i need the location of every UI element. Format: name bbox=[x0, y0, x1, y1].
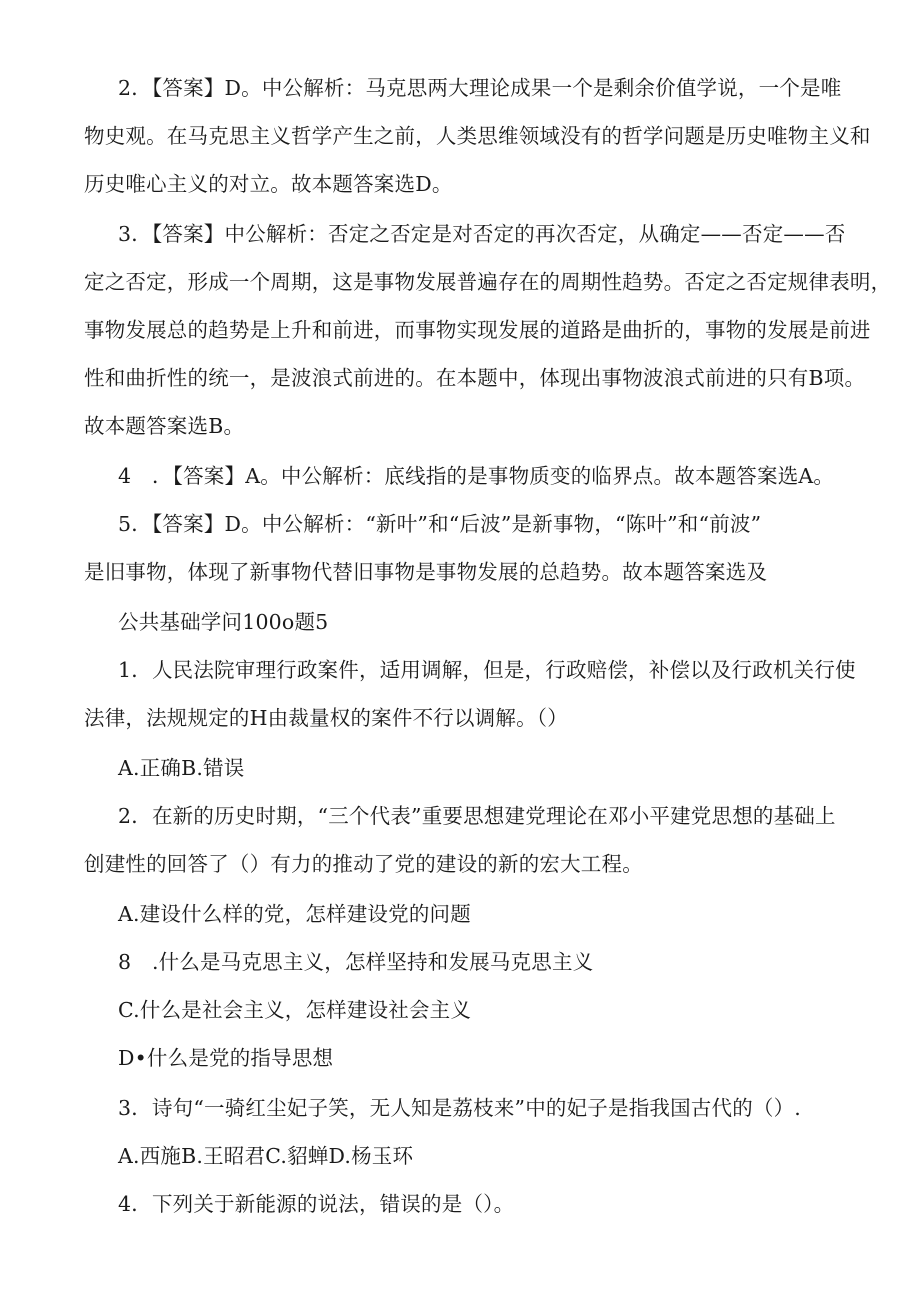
question-4-line-1: 4．下列关于新能源的说法，错误的是（）。 bbox=[118, 1192, 515, 1216]
question-1-line-2: 法律，法规规定的H由裁量权的案件不行以调解。（） bbox=[84, 706, 568, 730]
answer-2-line-2: 物史观。在马克思主义哲学产生之前，人类思维领域没有的哲学问题是历史唯物主义和 bbox=[84, 124, 871, 148]
question-1-options: A.正确B.错误 bbox=[118, 756, 245, 780]
answer-3-line-5: 故本题答案选B。 bbox=[84, 414, 245, 438]
question-3-line-1: 3．诗句“一骑红尘妃子笑，无人知是荔枝来”中的妃子是指我国古代的（）. bbox=[118, 1096, 802, 1120]
question-2-option-a: A.建设什么样的党，怎样建设党的问题 bbox=[118, 902, 471, 926]
answer-3-line-2: 定之否定，形成一个周期，这是事物发展普遍存在的周期性趋势。否定之否定规律表明， bbox=[84, 270, 892, 294]
answer-3-line-4: 性和曲折性的统一，是波浪式前进的。在本题中，体现出事物波浪式前进的只有B项。 bbox=[84, 366, 866, 390]
question-1-line-1: 1．人民法院审理行政案件，适用调解，但是，行政赔偿，补偿以及行政机关行使 bbox=[118, 658, 856, 682]
answer-3-line-1: 3．【答案】中公解析：否定之否定是对否定的再次否定，从确定——否定——否 bbox=[118, 222, 846, 246]
question-2-option-c: C.什么是社会主义，怎样建设社会主义 bbox=[118, 998, 472, 1022]
answer-2-line-1: 2．【答案】D。中公解析：马克思两大理论成果一个是剩余价值学说，一个是唯 bbox=[118, 76, 842, 100]
question-2-line-1: 2．在新的历史时期，“三个代表”重要思想建党理论在邓小平建党思想的基础上 bbox=[118, 804, 836, 828]
answer-4-line-1: 4 ．【答案】A。中公解析：底线指的是事物质变的临界点。故本题答案选A。 bbox=[118, 464, 835, 488]
question-2-option-b: 8 .什么是马克思主义，怎样坚持和发展马克思主义 bbox=[118, 950, 594, 974]
section-heading: 公共基础学问100o题5 bbox=[118, 610, 329, 634]
answer-5-line-1: 5．【答案】D。中公解析：“新叶”和“后波”是新事物，“陈叶”和“前波” bbox=[118, 512, 762, 536]
question-2-line-2: 创建性的回答了（）有力的推动了党的建设的新的宏大工程。 bbox=[84, 852, 643, 876]
answer-3-line-3: 事物发展总的趋势是上升和前进，而事物实现发展的道路是曲折的，事物的发展是前进 bbox=[84, 318, 871, 342]
answer-5-line-2: 是旧事物，体现了新事物代替旧事物是事物发展的总趋势。故本题答案选及 bbox=[84, 560, 768, 584]
question-3-options: A.西施B.王昭君C.貂蝉D.杨玉环 bbox=[118, 1144, 414, 1168]
question-2-option-d: D•什么是党的指导思想 bbox=[118, 1046, 334, 1070]
answer-2-line-3: 历史唯心主义的对立。故本题答案选D。 bbox=[84, 172, 453, 196]
